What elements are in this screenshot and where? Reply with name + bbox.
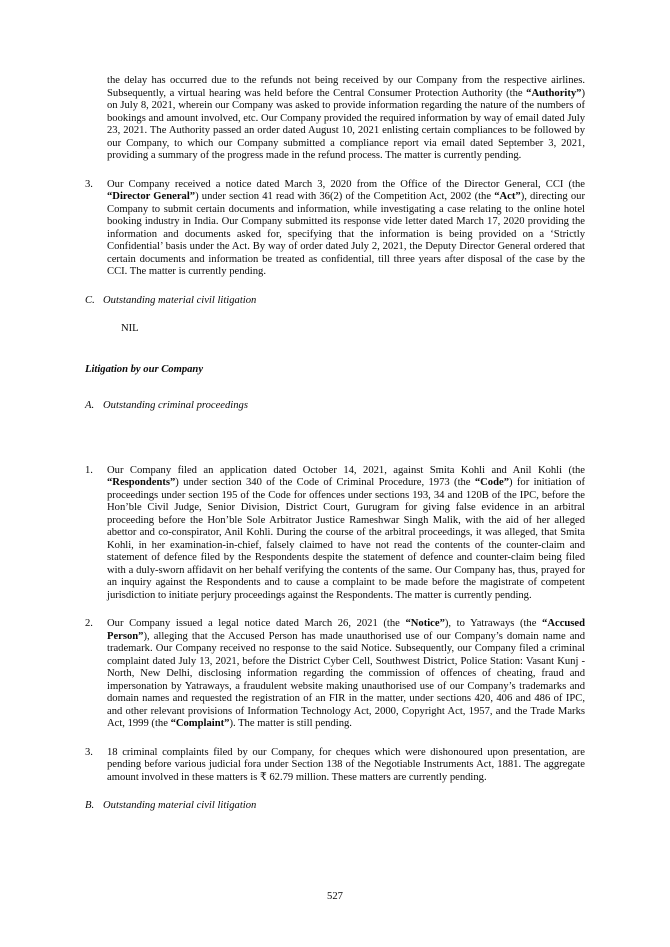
section-heading-c bbox=[85, 295, 585, 308]
numbered-item-cci-notice bbox=[85, 179, 585, 279]
section-b-label: Outstanding material civil litigation bbox=[103, 800, 257, 811]
list-item-text: Our Company filed an application dated October 14, 2021, against Smita Kohli and Anil Kohli (the “Respondents”) under section 340 of the Code of Criminal Procedure, 1973 (the “Code”) for initiation of proceedings under section 195 of the Code for offences under sections 193, 34 and 120B of the IPC, before the Hon’ble Civil Judge, Senior Division, District Court, Gurugram for giving false evidence in an arbitral proceeding before the Hon’ble Sole Arbitrator Justice Rameshwar Singh Malik, with the aid of her alleged abettor and co-conspirator, Anil Kohli. During the course of the arbitral proceedings, it was alleged, that Smita Kohli, in her examination-in-chief, falsely claimed to have not read the contents of the counter-claim and statement of defence filed by the Respondents despite the statement of defence and counter-claim being filed with a duly-sworn affidavit on her behalf verifying the contents of the same. Our Company has, thus, prayed for an inquiry against the Respondents and to cause a complaint to be made before the magistrate of competent jurisdiction to initiate perjury proceedings against the Respondents. The matter is currently pending. bbox=[107, 464, 585, 601]
list-item-text: Our Company received a notice dated March 3, 2020 from the Office of the Director General, CCI (the “Director General”) under section 41 read with 36(2) of the Competition Act, 2002 (the “Act”), directing our Company to submit certain documents and information, while investigating a case relating to the online hotel booking industry in India. Our Company submitted its response vide letter dated March 17, 2020 providing the information and documents asked for, specifying that the information is being provided on a ‘Strictly Confidential’ basis under the Act. By way of order dated July 2, 2021, the Deputy Director General ordered that certain documents and information be treated as confidential, till three years after disposal of the case by the CCI. The matter is currently pending. bbox=[107, 178, 585, 277]
paragraph-refund-matter: the delay has occurred due to the refunds not being received by our Company from the respective airlines. Subsequently, a virtual hearing was held before the Central Consumer Protection Authority (the “Authority”) on July 8, 2021, wherein our Company was asked to provide information regarding the nature of the numbers of bookings and amount involved, etc. Our Company provided the required information by way of email dated July 23, 2021. The Authority passed an order dated August 10, 2021 enlisting certain compliances to be followed by our Company, to which our Company submitted a compliance report via email dated September 3, 2021, providing a summary of the progress made in the refund process. The matter is currently pending. bbox=[107, 75, 585, 161]
section-b-marker: B. bbox=[85, 800, 95, 811]
section-a-marker: A. bbox=[85, 400, 95, 411]
list-marker: 3. bbox=[85, 746, 93, 758]
list-marker: 3. bbox=[85, 178, 93, 190]
section-heading-a bbox=[85, 400, 585, 413]
nil-text: NIL bbox=[121, 323, 139, 334]
criminal-item-2 bbox=[85, 618, 585, 731]
criminal-item-3 bbox=[85, 747, 585, 785]
section-c-label: Outstanding material civil litigation bbox=[103, 294, 257, 306]
page-number: 527 bbox=[327, 891, 343, 902]
list-marker: 1. bbox=[85, 464, 93, 476]
list-marker: 2. bbox=[85, 618, 93, 629]
section-heading-b bbox=[85, 800, 585, 813]
criminal-item-1 bbox=[85, 465, 585, 603]
heading-litigation-by-company: Litigation by our Company bbox=[85, 363, 204, 375]
section-a-label: Outstanding criminal proceedings bbox=[103, 400, 248, 411]
section-c-marker: C. bbox=[85, 294, 95, 306]
list-item-text: 18 criminal complaints filed by our Company, for cheques which were dishonoured upon presentation, are pending before various judicial fora under Section 138 of the Negotiable Instruments Act, 1881. The aggregate amount involved in these matters is ₹ 62.79 million. These matters are currently pending. bbox=[107, 746, 585, 783]
list-item-text: Our Company issued a legal notice dated March 26, 2021 (the “Notice”), to Yatraways (the “Accused Person”), alleging that the Accused Person has made unauthorised use of our Company’s domain name and trademark. Our Company received no response to the said Notice. Subsequently, our Company filed a criminal complaint dated July 13, 2021, before the District Cyber Cell, Southwest District, Police Station: Vasant Kunj - North, New Delhi, disclosing information regarding the commission of offences of cheating, fraud and impersonation by Yatraways, a fraudulent website making unauthorised use of our Company’s trademarks and domain names and requested the registration of an FIR in the matter, under sections 420, 406 and 486 of IPC, and other relevant provisions of Information Technology Act, 2000, Copyright Act, 1957, and the Trade Marks Act, 1999 (the “Complaint”). The matter is still pending. bbox=[107, 618, 586, 729]
